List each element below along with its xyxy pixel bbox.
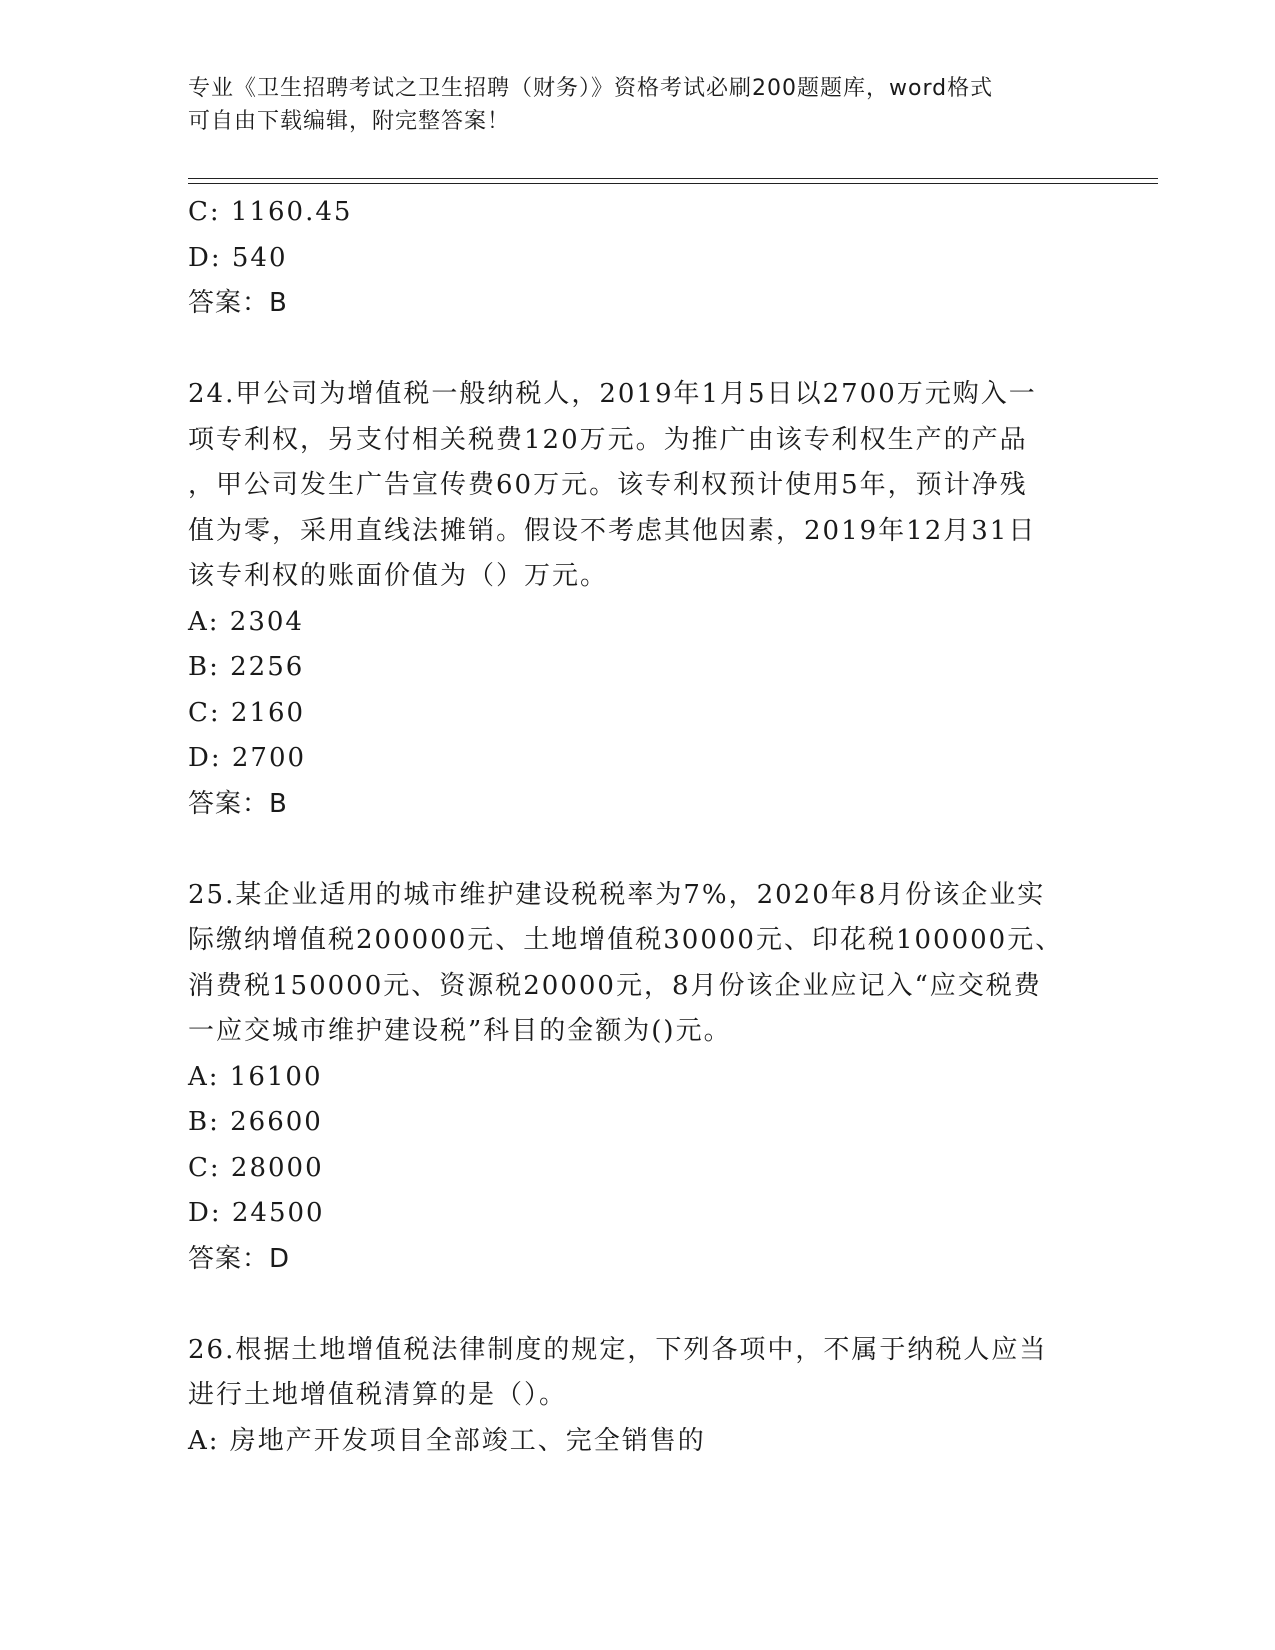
option-c: C: 28000 — [188, 1152, 324, 1183]
question-25 — [188, 873, 1078, 1283]
option-d: D: 2700 — [188, 743, 307, 773]
question-text-line: 进行土地增值税清算的是（）。 — [188, 1380, 568, 1410]
option-c: C: 2160 — [188, 697, 306, 728]
question-text-line: ，甲公司发生广告宣传费60万元。该专利权预计使用5年，预计净残 — [188, 470, 1028, 500]
question-26 — [188, 1328, 1078, 1465]
question-text-line: 24.甲公司为增值税一般纳税人，2019年1月5日以2700万元购入一 — [188, 379, 1037, 409]
option-a: A: 16100 — [188, 1061, 323, 1092]
document-header — [188, 72, 1068, 138]
question-text-line: 际缴纳增值税200000元、土地增值税30000元、印花税100000元、 — [188, 925, 1064, 955]
header-line-2: 可自由下载编辑，附完整答案！ — [188, 109, 511, 134]
answer-line: 答案：D — [188, 1243, 291, 1274]
previous-question — [188, 190, 1078, 327]
document-body — [188, 190, 1078, 1464]
header-divider-top — [188, 178, 1158, 179]
question-text-line: 一应交城市维护建设税”科目的金额为()元。 — [188, 1016, 732, 1046]
spacer — [188, 1282, 1078, 1328]
spacer — [188, 327, 1078, 373]
question-text-line: 26.根据土地增值税法律制度的规定，下列各项中，不属于纳税人应当 — [188, 1334, 1048, 1365]
spacer — [188, 827, 1078, 873]
option-b: B: 2256 — [188, 652, 305, 682]
question-text-line: 值为零，采用直线法摊销。假设不考虑其他因素，2019年12月31日 — [188, 515, 1037, 546]
option-a: A: 房地产开发项目全部竣工、完全销售的 — [188, 1425, 706, 1456]
question-24 — [188, 372, 1078, 827]
option-d: D: 540 — [188, 242, 288, 273]
option-c: C: 1160.45 — [188, 197, 353, 227]
header-divider-bottom — [188, 183, 1158, 184]
answer-line: 答案：B — [188, 288, 288, 318]
answer-line: 答案：B — [188, 788, 288, 819]
option-a: A: 2304 — [188, 606, 304, 637]
option-b: B: 26600 — [188, 1107, 323, 1137]
question-text-line: 25.某企业适用的城市维护建设税税率为7%，2020年8月份该企业实 — [188, 879, 1046, 910]
question-text-line: 该专利权的账面价值为（）万元。 — [188, 561, 609, 591]
question-text-line: 项专利权，另支付相关税费120万元。为推广由该专利权生产的产品 — [188, 424, 1028, 455]
header-line-1: 专业《卫生招聘考试之卫生招聘（财务）》资格考试必刷200题题库，word格式 — [188, 76, 994, 101]
question-text-line: 消费税150000元、资源税20000元，8月份该企业应记入“应交税费 — [188, 970, 1042, 1001]
option-d: D: 24500 — [188, 1198, 325, 1228]
